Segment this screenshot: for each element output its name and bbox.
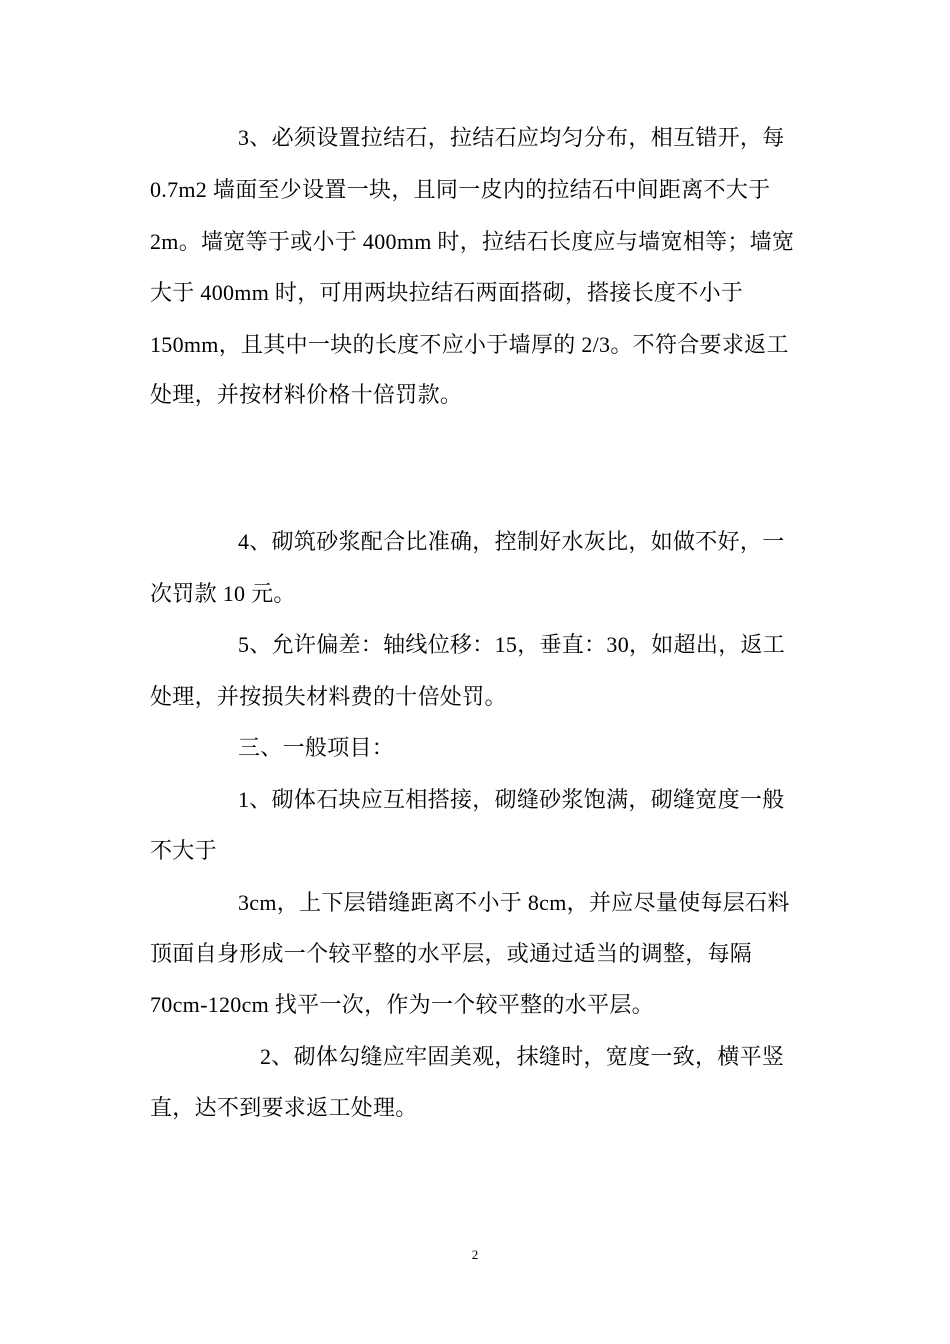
text-line: 2、砌体勾缝应牢固美观，抹缝时，宽度一致，横平竖 <box>260 1044 785 1069</box>
text-line: 处理，并按损失材料费的十倍处罚。 <box>150 684 507 709</box>
text-line: 1、砌体石块应互相搭接，砌缝砂浆饱满，砌缝宽度一般 <box>238 787 785 812</box>
text-line: 直，达不到要求返工处理。 <box>150 1095 418 1120</box>
text-line: 4、砌筑砂浆配合比准确，控制好水灰比，如做不好，一 <box>238 529 785 554</box>
text-line: 次罚款 10 元。 <box>150 581 296 606</box>
text-line: 大于 400mm 时，可用两块拉结石两面搭砌，搭接长度不小于 <box>150 280 744 305</box>
text-line: 处理，并按材料价格十倍罚款。 <box>150 382 463 407</box>
section-heading: 三、一般项目： <box>238 735 395 760</box>
text-line: 3、必须设置拉结石，拉结石应均匀分布，相互错开，每 <box>238 125 785 150</box>
text-line: 70cm-120cm 找平一次，作为一个较平整的水平层。 <box>150 992 654 1017</box>
text-line: 顶面自身形成一个较平整的水平层，或通过适当的调整，每隔 <box>150 941 753 966</box>
text-line: 5、允许偏差：轴线位移：15，垂直：30，如超出，返工 <box>238 632 786 657</box>
text-line: 0.7m2 墙面至少设置一块，且同一皮内的拉结石中间距离不大于 <box>150 177 771 202</box>
text-line: 不大于 <box>150 838 217 863</box>
text-line: 3cm，上下层错缝距离不小于 8cm，并应尽量使每层石料 <box>238 890 790 915</box>
page-number: 2 <box>471 1247 479 1262</box>
text-line: 150mm，且其中一块的长度不应小于墙厚的 2/3。不符合要求返工 <box>150 332 789 357</box>
text-line: 2m。墙宽等于或小于 400mm 时，拉结石长度应与墙宽相等；墙宽 <box>150 229 795 254</box>
